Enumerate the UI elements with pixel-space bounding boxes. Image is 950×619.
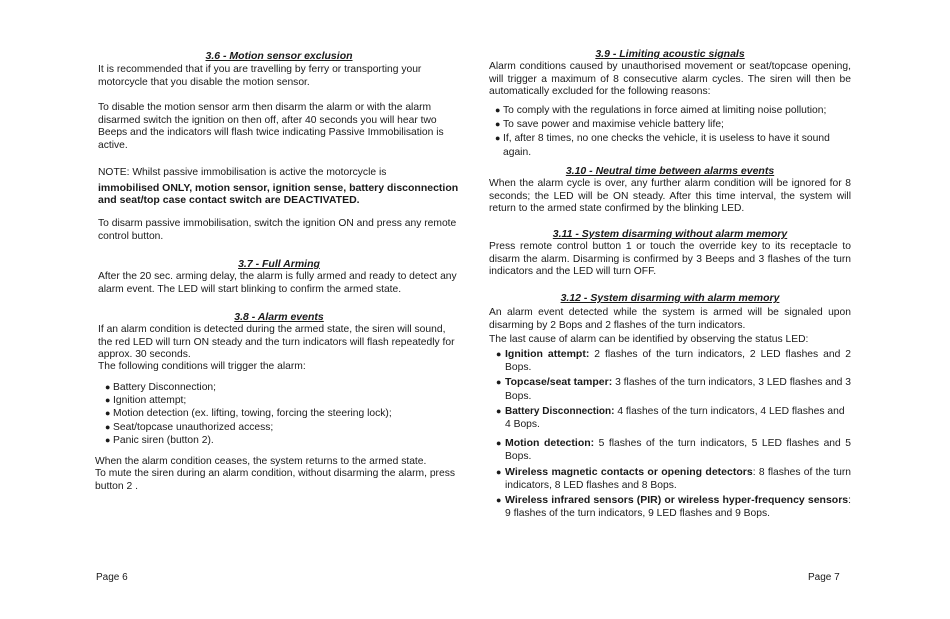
bullet-icon: ●	[105, 382, 111, 392]
section-3-7-text: After the 20 sec. arming delay, the alarm is fully armed and ready to detect any alarm event. The LED will start blinking to confirm the armed state.	[98, 271, 457, 295]
section-3-6-note	[98, 167, 460, 207]
bullet-icon: ●	[105, 408, 111, 419]
section-3-6-disarm-text: To disarm passive immobilisation, switch the ignition ON and press any remote control button.	[98, 218, 457, 242]
section-3-12-led-intro: The last cause of alarm can be identified by observing the status LED:	[489, 334, 809, 345]
section-3-9-text: Alarm conditions caused by unauthorised movement or seat/topcase opening, will trigger a maximum of 8 consecutive alarm cycles. The siren will then be automatically excluded for the following reasons:	[489, 61, 851, 98]
section-3-12-text: An alarm event detected while the system is armed will be signaled upon disarming by 2 Bops and 2 flashes of the turn indicators.	[489, 307, 851, 331]
section-3-8-ceases-text: When the alarm condition ceases, the system returns to the armed state.	[95, 456, 427, 467]
list-item: ● If, after 8 times, no one checks the vehicle, it is useless to have it sound again.	[495, 133, 830, 158]
list-item: ● Topcase/seat tamper: 3 flashes of the turn indicators, 3 LED flashes and 3 Bops.	[496, 376, 852, 402]
section-3-6-intro: It is recommended that if you are travelling by ferry or transporting your motorcycle that you disable the motion sensor.	[98, 64, 422, 88]
bullet-icon: ●	[496, 466, 502, 477]
bullet-icon: ●	[496, 438, 502, 449]
section-3-7-title: 3.7 - Full Arming	[238, 258, 320, 270]
bullet-icon: ●	[496, 349, 502, 359]
list-item: ● Battery Disconnection: 4 flashes of the turn indicators, 4 LED flashes and 4 Bops.	[496, 405, 845, 431]
list-item: ● Ignition attempt;	[105, 395, 187, 407]
bullet-icon: ●	[496, 405, 502, 416]
section-3-6-title: 3.6 - Motion sensor exclusion	[205, 50, 353, 62]
section-3-8-title: 3.8 - Alarm events	[234, 311, 324, 323]
list-item: ● Motion detection (ex. lifting, towing, forcing the steering lock);	[105, 408, 392, 420]
bullet-icon: ●	[105, 434, 111, 445]
bullet-icon: ●	[495, 133, 501, 144]
list-item: ● Battery Disconnection;	[105, 382, 217, 393]
bullet-icon: ●	[105, 395, 111, 406]
list-item: ● Panic siren (button 2).	[105, 434, 214, 446]
section-3-6-disable-text: To disable the motion sensor arm then disarm the alarm or with the alarm disarmed switch the ignition on then off, after 40 seconds you will hear two Beeps and the indicators will flash twice indicating Passive Immobilisation is active.	[98, 102, 444, 151]
section-3-8-text: If an alarm condition is detected during the armed state, the siren will sound, the red LED will turn ON steady and the turn indicators will flash repeatedly for approx. 30 seconds.	[98, 324, 455, 361]
section-3-10-title: 3.10 - Neutral time between alarms events	[565, 165, 775, 177]
list-item: ● To save power and maximise vehicle battery life;	[495, 119, 724, 131]
section-3-8-mute-text: To mute the siren during an alarm condition, without disarming the alarm, press button 2 .	[95, 468, 455, 492]
section-3-11-text: Press remote control button 1 or touch the override key to its receptacle to disarm the alarm. Disarming is confirmed by 3 Beeps and 3 flashes of the turn indicators and the LED will turn OFF.	[489, 241, 851, 278]
section-3-9-title: 3.9 - Limiting acoustic signals	[595, 48, 745, 60]
acoustic-reasons-list	[489, 104, 851, 159]
list-item: ● Seat/topcase unauthorized access;	[105, 421, 274, 433]
list-item: ● Wireless magnetic contacts or opening detectors: 8 flashes of the turn indicators, 8 LED flashes and 8 Bops.	[496, 465, 851, 491]
alarm-conditions-list	[98, 381, 460, 447]
section-3-12-title: 3.12 - System disarming with alarm memory	[560, 292, 780, 304]
alarm-memory-list	[489, 348, 851, 520]
page-number-right: Page 7	[808, 572, 840, 583]
bullet-icon: ●	[496, 377, 502, 388]
page-number-left: Page 6	[96, 572, 128, 583]
list-item: ● Wireless infrared sensors (PIR) or wireless hyper-frequency sensors: 9 flashes of the turn indicators, 9 LED flashes and 9 Bops.	[496, 494, 851, 520]
note-bold-text: immobilised ONLY, motion sensor, ignition sense, battery disconnection and seat/top case contact switch are DEACTIVATED.	[98, 181, 459, 207]
section-3-10-text: When the alarm cycle is over, any further alarm condition will be ignored for 8 seconds; the LED will be ON steady. After this time interval, the system will return to the armed state confirmed by the blinking LED.	[489, 178, 851, 215]
section-3-11-title: 3.11 - System disarming without alarm memory	[552, 228, 788, 240]
section-3-8-conditions-intro: The following conditions will trigger the alarm:	[98, 361, 306, 372]
bullet-icon: ●	[495, 119, 501, 130]
list-item: ● Motion detection: 5 flashes of the turn indicators, 5 LED flashes and 5 Bops.	[496, 437, 851, 463]
bullet-icon: ●	[105, 421, 111, 432]
bullet-icon: ●	[495, 105, 501, 115]
bullet-icon: ●	[496, 495, 502, 506]
note-line: NOTE: Whilst passive immobilisation is active the motorcycle is	[98, 167, 387, 178]
list-item: ● Ignition attempt: 2 flashes of the turn indicators, 2 LED flashes and 2 Bops.	[496, 348, 851, 374]
list-item: ● To comply with the regulations in force aimed at limiting noise pollution;	[495, 105, 827, 116]
